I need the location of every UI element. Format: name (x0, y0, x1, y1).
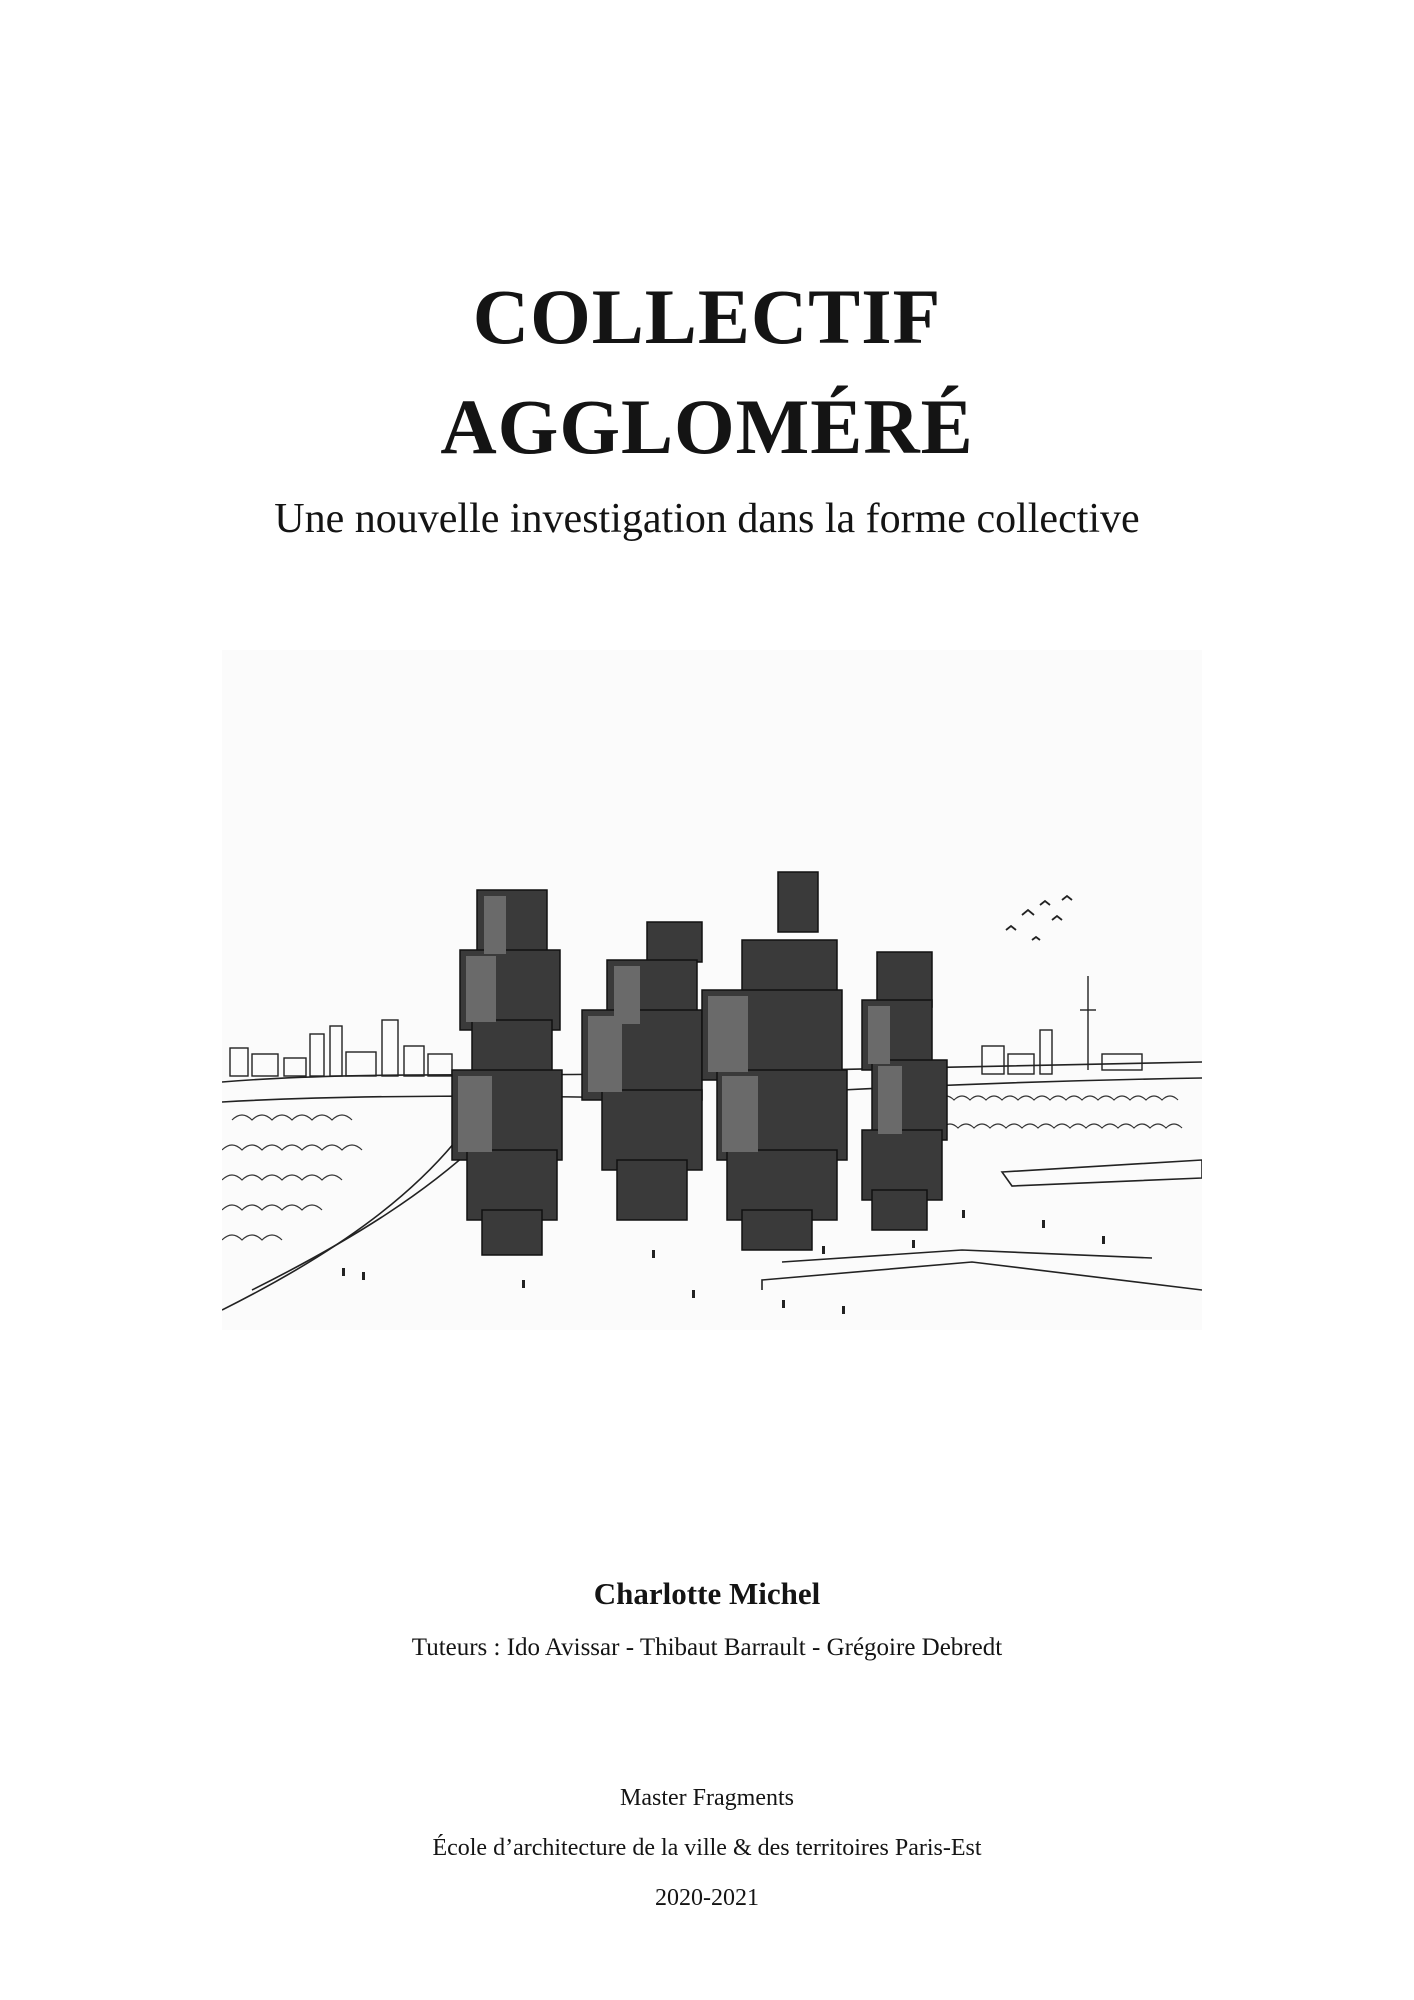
title-line-1: COLLECTIF (472, 273, 942, 360)
program-name: Master Fragments (620, 1785, 794, 1811)
cover-illustration (222, 650, 1202, 1330)
author-name: Charlotte Michel (593, 1576, 821, 1611)
subtitle: Une nouvelle investigation dans la forme collective (274, 496, 1140, 542)
academic-years: 2020-2021 (655, 1885, 759, 1911)
title-line-2: AGGLOMÉRÉ (440, 383, 974, 470)
tutors-line: Tuteurs : Ido Avissar - Thibaut Barrault - Grégoire Debredt (411, 1634, 1003, 1661)
school-name: École d’architecture de la ville & des territoires Paris-Est (432, 1835, 982, 1861)
